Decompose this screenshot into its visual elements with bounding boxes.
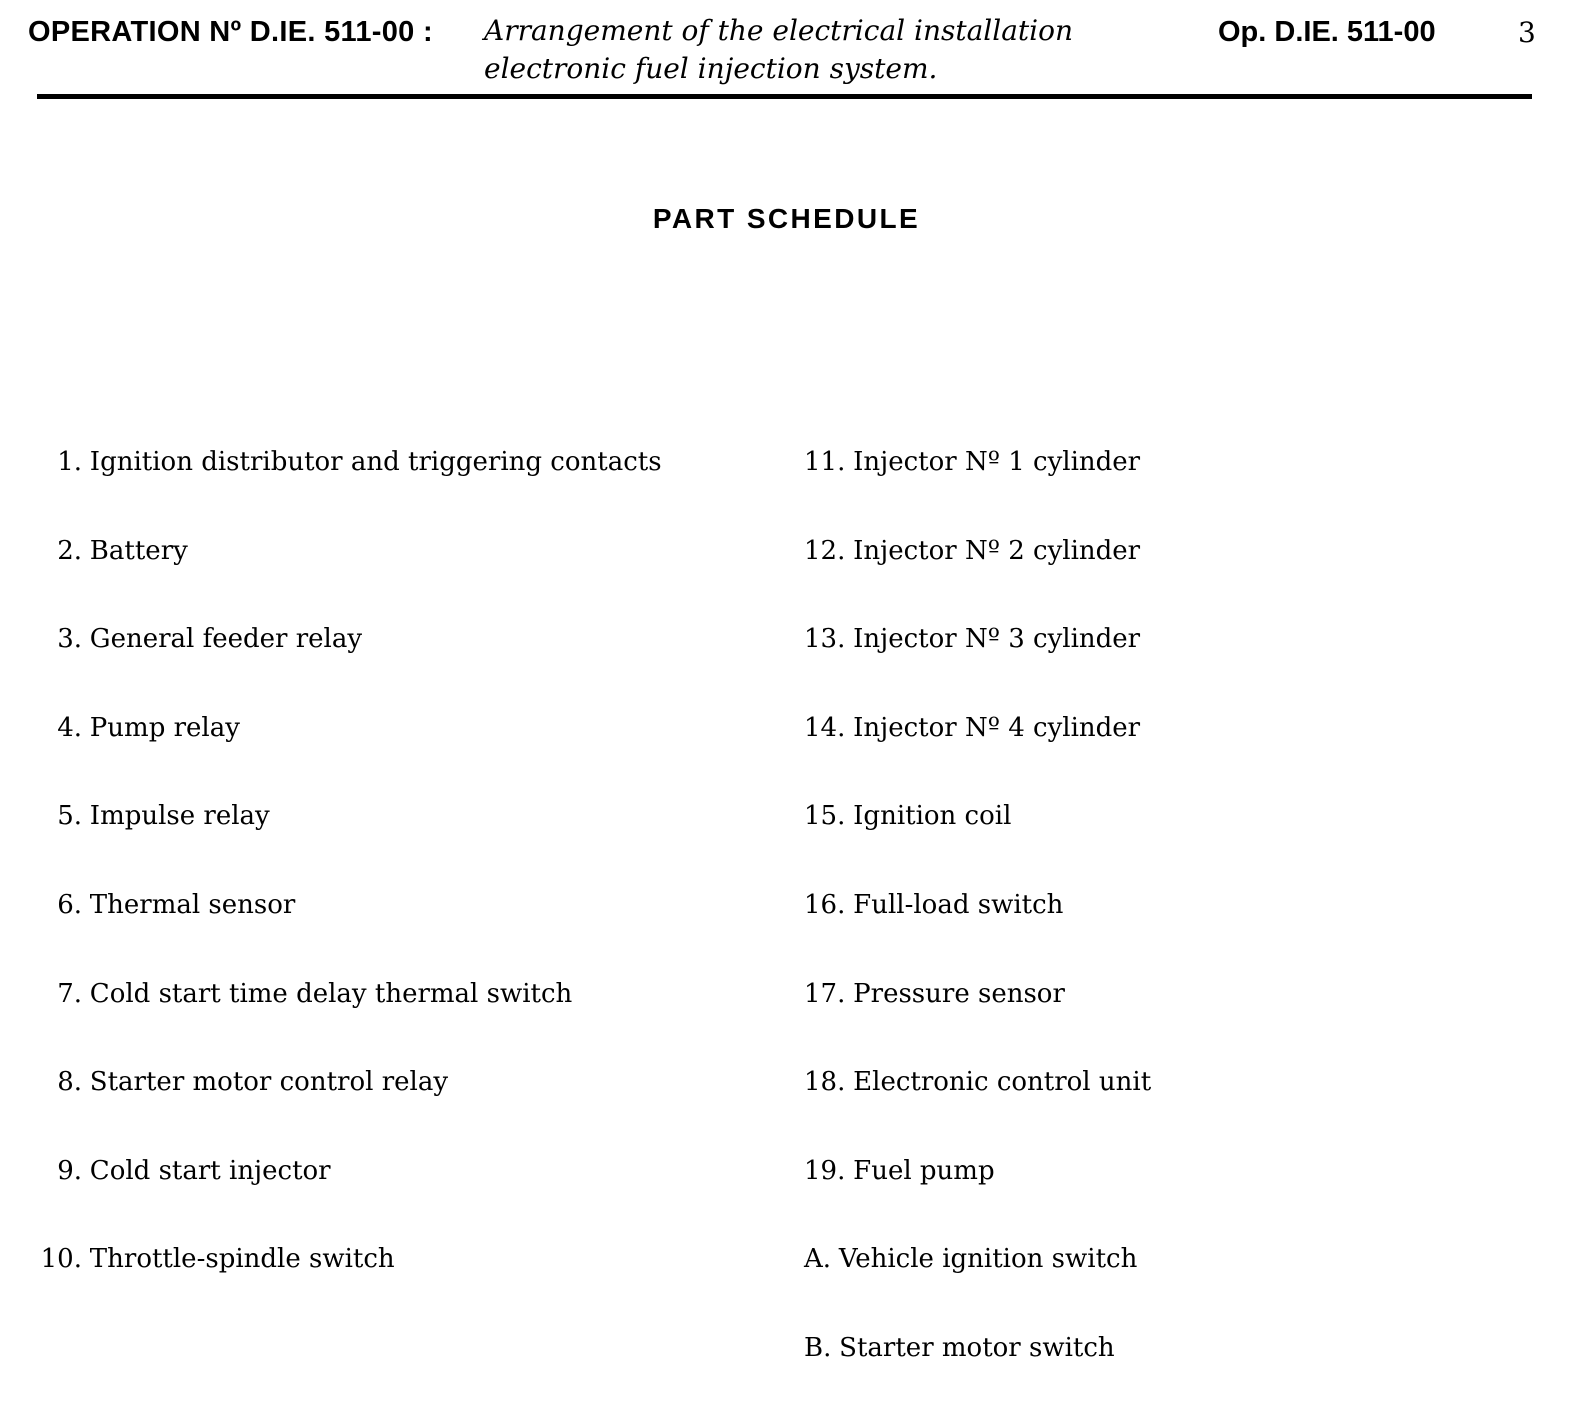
operation-number: OPERATION Nº D.IE. 511-00 : bbox=[28, 16, 433, 48]
part-item bbox=[804, 706, 1544, 795]
part-label: Starter motor switch bbox=[839, 1332, 1115, 1363]
section-title: PART SCHEDULE bbox=[652, 203, 921, 234]
part-number: 12. bbox=[804, 535, 846, 566]
part-label: Cold start injector bbox=[89, 1155, 331, 1186]
part-number: 5. bbox=[57, 801, 82, 832]
part-label: Cold start time delay thermal switch bbox=[89, 978, 573, 1009]
part-item bbox=[804, 440, 1544, 529]
part-number: 4. bbox=[57, 712, 82, 743]
part-label: Injector Nº 4 cylinder bbox=[853, 712, 1141, 743]
part-item bbox=[804, 1149, 1544, 1238]
part-item bbox=[804, 1237, 1544, 1326]
part-number: A. bbox=[804, 1244, 832, 1275]
part-label: Injector Nº 2 cylinder bbox=[853, 535, 1141, 566]
part-label: Ignition distributor and triggering contacts bbox=[89, 447, 662, 477]
part-label: Pump relay bbox=[89, 712, 240, 743]
part-number: 16. bbox=[804, 889, 846, 920]
part-item bbox=[28, 794, 768, 883]
operation-short-ref: Op. D.IE. 511-00 bbox=[1218, 16, 1436, 48]
part-item bbox=[28, 440, 768, 529]
part-number: 8. bbox=[57, 1067, 82, 1098]
part-number: 9. bbox=[57, 1155, 82, 1186]
part-label: Starter motor control relay bbox=[89, 1067, 449, 1098]
part-number: 1. bbox=[57, 447, 82, 477]
part-number: 7. bbox=[57, 978, 82, 1009]
part-item bbox=[28, 1237, 768, 1326]
part-number: 10. bbox=[40, 1244, 82, 1275]
part-number: B. bbox=[804, 1332, 832, 1363]
part-number: 18. bbox=[804, 1067, 846, 1098]
part-label: Fuel pump bbox=[853, 1155, 995, 1186]
part-item bbox=[804, 1060, 1544, 1149]
part-label: Pressure sensor bbox=[853, 978, 1065, 1009]
part-label: Thermal sensor bbox=[89, 889, 296, 920]
part-item bbox=[28, 529, 768, 618]
part-item bbox=[804, 529, 1544, 618]
parts-list-left bbox=[28, 440, 768, 1326]
part-number: 3. bbox=[57, 624, 82, 655]
part-label: Throttle-spindle switch bbox=[89, 1244, 395, 1275]
operation-title-line-2: electronic fuel injection system. bbox=[484, 52, 938, 85]
part-item bbox=[28, 1149, 768, 1238]
page-number: 3 bbox=[1518, 16, 1536, 49]
part-item bbox=[804, 1326, 1544, 1415]
part-number: 19. bbox=[804, 1155, 846, 1186]
page-header bbox=[0, 0, 1573, 100]
part-number: 15. bbox=[804, 801, 846, 832]
part-item bbox=[28, 972, 768, 1061]
part-item bbox=[804, 883, 1544, 972]
part-label: Full-load switch bbox=[853, 889, 1064, 920]
part-number: 6. bbox=[57, 889, 82, 920]
part-label: General feeder relay bbox=[89, 624, 363, 655]
part-label: Impulse relay bbox=[89, 801, 270, 832]
part-label: Ignition coil bbox=[853, 801, 1012, 832]
part-label: Battery bbox=[89, 535, 188, 566]
part-item bbox=[28, 1060, 768, 1149]
part-item bbox=[804, 617, 1544, 706]
part-item bbox=[28, 706, 768, 795]
part-number: 2. bbox=[57, 535, 82, 566]
part-number: 14. bbox=[804, 712, 846, 743]
operation-title-line-1: Arrangement of the electrical installation bbox=[484, 14, 1073, 47]
part-item bbox=[804, 794, 1544, 883]
part-item bbox=[28, 617, 768, 706]
part-number: 11. bbox=[804, 447, 846, 477]
part-item bbox=[28, 883, 768, 972]
part-number: 17. bbox=[804, 978, 846, 1009]
part-item bbox=[804, 972, 1544, 1061]
header-divider bbox=[37, 94, 1532, 99]
parts-list-right bbox=[804, 440, 1544, 1415]
part-label: Electronic control unit bbox=[853, 1067, 1152, 1098]
part-label: Injector Nº 1 cylinder bbox=[853, 447, 1141, 477]
part-number: 13. bbox=[804, 624, 846, 655]
part-label: Vehicle ignition switch bbox=[838, 1244, 1138, 1275]
part-label: Injector Nº 3 cylinder bbox=[853, 624, 1141, 655]
